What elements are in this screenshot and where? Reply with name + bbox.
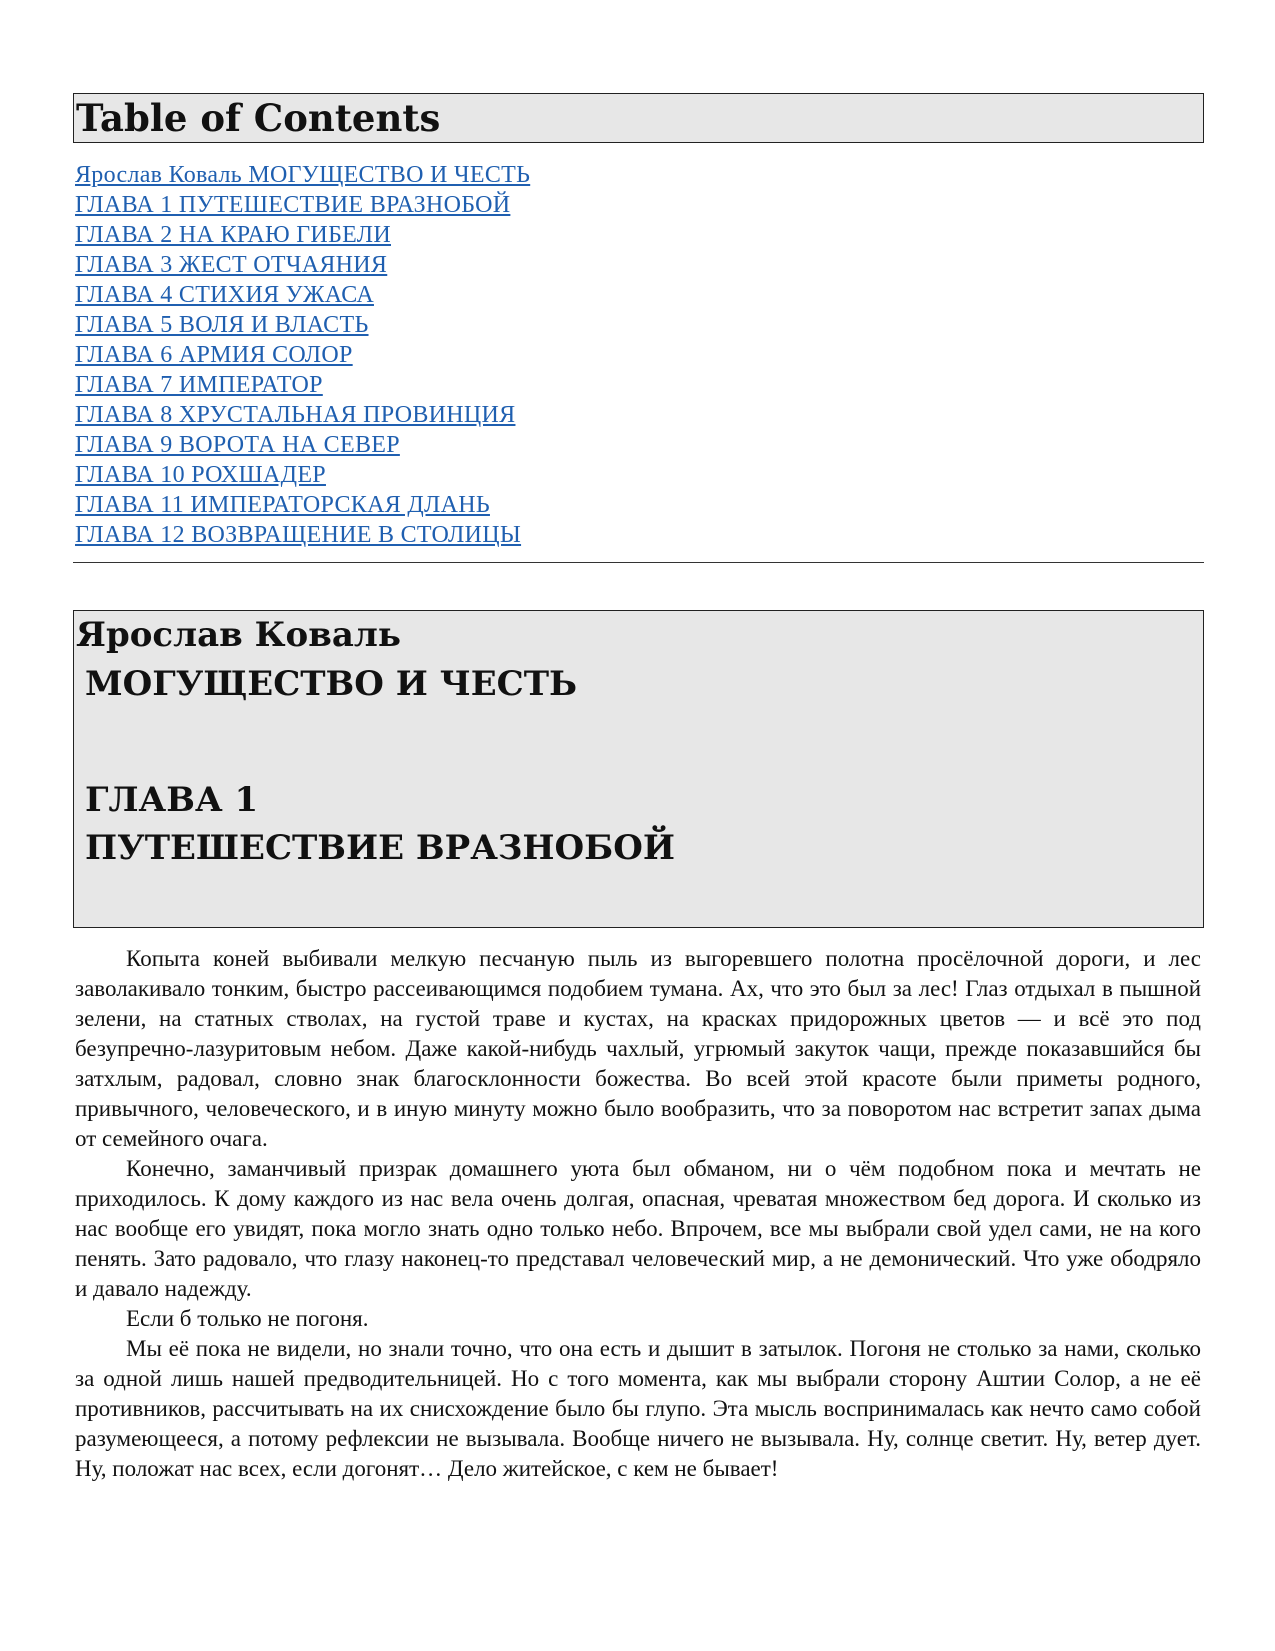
paragraph: Конечно, заманчивый призрак домашнего уюта был обманом, ни о чём подобном пока и мечтать не приходилось. К дому каждого из нас вела очень долгая, опасная, чреватая множеством бед дорога. И сколько из нас вообще его увидят, пока могло знать одно только небо. Впрочем, все мы выбрали свой удел сами, не на кого пенять. Зато радовало, что глазу наконец-то представал человеческий мир, а не демонический. Что уже ободряло и давало надежду.: [75, 1156, 1201, 1301]
paragraph: Если б только не погоня.: [126, 1306, 369, 1331]
chapter-number: ГЛАВА 1: [85, 780, 259, 820]
toc-item: [75, 430, 530, 460]
toc-link-chapter-3[interactable]: ГЛАВА 3 ЖЕСТ ОТЧАЯНИЯ: [75, 252, 388, 278]
toc-item: [75, 340, 530, 370]
paragraph: Копыта коней выбивали мелкую песчаную пыль из выгоревшего полотна просёлочной дороги, и лес заволакивало тонким, быстро рассеивающимся подобием тумана. Ах, что это был за лес! Глаз отдыхал в пышной зелени, на статных стволах, на густой траве и кустах, на красках придорожных цветов — и всё это под безупречно-лазуритовым небом. Даже какой-нибудь чахлый, угрюмый закуток чащи, прежде показавшийся бы затхлым, радовал, словно знак благосклонности божества. Во всей этой красоте были приметы родного, привычного, человеческого, и в иную минуту можно было вообразить, что за поворотом нас встретит запах дыма от семейного очага.: [75, 946, 1201, 1151]
toc-link-title[interactable]: Ярослав Коваль МОГУЩЕСТВО И ЧЕСТЬ: [75, 162, 531, 188]
toc-link-chapter-5[interactable]: ГЛАВА 5 ВОЛЯ И ВЛАСТЬ: [75, 312, 369, 338]
toc-link-chapter-4[interactable]: ГЛАВА 4 СТИХИЯ УЖАСА: [75, 282, 374, 308]
book-title: МОГУЩЕСТВО И ЧЕСТЬ: [85, 664, 578, 704]
toc-title-box: [73, 93, 1204, 143]
toc-item: [75, 310, 530, 340]
toc-item: [75, 250, 530, 280]
toc-link-chapter-6[interactable]: ГЛАВА 6 АРМИЯ СОЛОР: [75, 342, 353, 368]
toc-item: [75, 460, 530, 490]
chapter-heading-box: [73, 610, 1204, 928]
chapter-title: ПУТЕШЕСТВИЕ ВРАЗНОБОЙ: [85, 828, 675, 868]
toc-item: [75, 490, 530, 520]
toc-link-chapter-9[interactable]: ГЛАВА 9 ВОРОТА НА СЕВЕР: [75, 432, 400, 458]
toc-item: [75, 520, 530, 550]
toc-item: [75, 370, 530, 400]
toc-link-chapter-12[interactable]: ГЛАВА 12 ВОЗВРАЩЕНИЕ В СТОЛИЦЫ: [75, 522, 522, 548]
toc-title: Table of Contents: [76, 96, 441, 140]
toc-link-chapter-1[interactable]: ГЛАВА 1 ПУТЕШЕСТВИЕ ВРАЗНОБОЙ: [75, 192, 511, 218]
toc-list: [75, 160, 530, 550]
toc-link-chapter-2[interactable]: ГЛАВА 2 НА КРАЮ ГИБЕЛИ: [75, 222, 391, 248]
toc-link-chapter-8[interactable]: ГЛАВА 8 ХРУСТАЛЬНАЯ ПРОВИНЦИЯ: [75, 402, 516, 428]
toc-item: [75, 400, 530, 430]
author-name: Ярослав Коваль: [76, 615, 401, 655]
toc-link-chapter-10[interactable]: ГЛАВА 10 РОХШАДЕР: [75, 462, 326, 488]
chapter-body: [75, 944, 1201, 1484]
toc-link-chapter-11[interactable]: ГЛАВА 11 ИМПЕРАТОРСКАЯ ДЛАНЬ: [75, 492, 490, 518]
toc-item: [75, 220, 530, 250]
section-divider: [73, 562, 1204, 563]
toc-link-chapter-7[interactable]: ГЛАВА 7 ИМПЕРАТОР: [75, 372, 323, 398]
toc-item: [75, 160, 530, 190]
toc-item: [75, 280, 530, 310]
toc-item: [75, 190, 530, 220]
paragraph: Мы её пока не видели, но знали точно, что она есть и дышит в затылок. Погоня не столько за нами, сколько за одной лишь нашей предводительницей. Но с того момента, как мы выбрали сторону Аштии Солор, а не её противников, рассчитывать на их снисхождение было бы глупо. Эта мысль воспринималась как нечто само собой разумеющееся, а потому рефлексии не вызывала. Вообще ничего не вызывала. Ну, солнце светит. Ну, ветер дует. Ну, положат нас всех, если догонят… Дело житейское, с кем не бывает!: [75, 1336, 1201, 1481]
